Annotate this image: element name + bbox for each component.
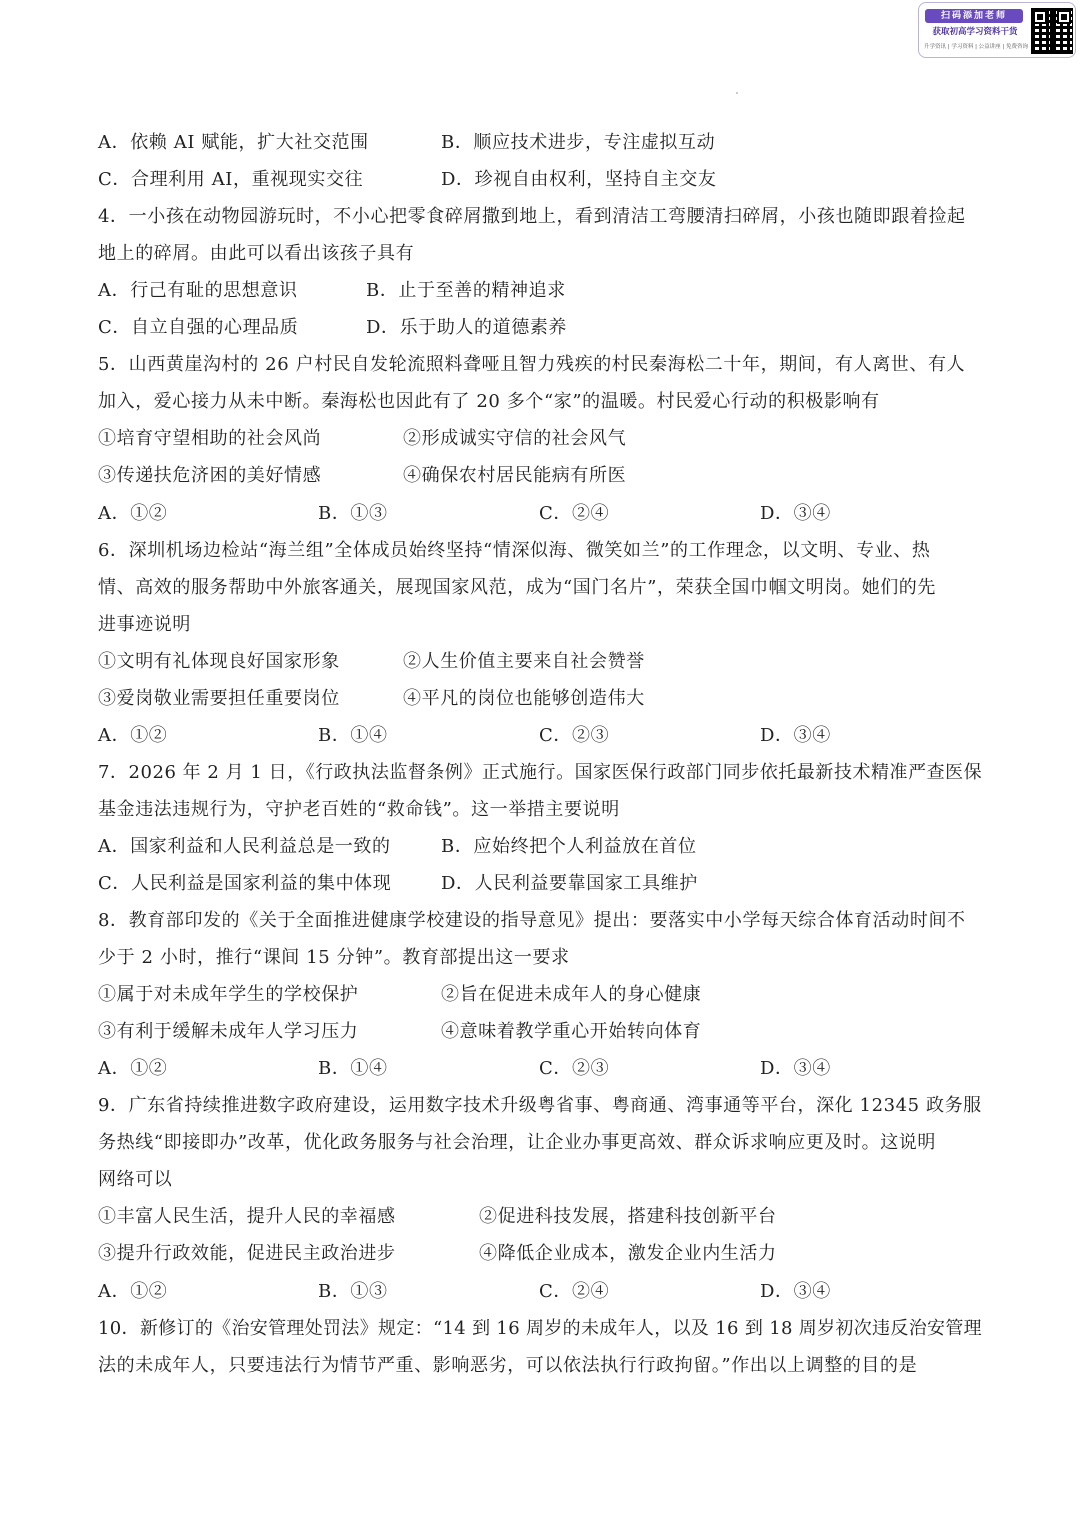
q10-stem-line-2: 法的未成年人，只要违法行为情节严重、影响恶劣，可以依法执行行政拘留。”作出以上调整的目的是 bbox=[98, 1355, 918, 1376]
q4-stem-line-2: 地上的碎屑。由此可以看出该孩子具有 bbox=[98, 243, 415, 264]
q5-item-3: ③传递扶危济困的美好情感 bbox=[98, 465, 322, 486]
q6-stem-line-3: 进事迹说明 bbox=[98, 614, 191, 635]
q4-option-a: A．行己有耻的思想意识 bbox=[98, 280, 298, 301]
q7-option-b: B．应始终把个人利益放在首位 bbox=[441, 836, 697, 857]
q6-item-1: ①文明有礼体现良好国家形象 bbox=[98, 651, 340, 672]
q4-option-b: B．止于至善的精神追求 bbox=[366, 280, 566, 301]
q10-stem-line-1: 10．新修订的《治安管理处罚法》规定：“14 到 16 周岁的未成年人，以及 16 到 18 周岁初次违反治安管理 bbox=[98, 1318, 982, 1339]
q9-stem-line-3: 网络可以 bbox=[98, 1169, 173, 1190]
q9-option-a: A．①② bbox=[98, 1281, 168, 1302]
q9-option-b: B．①③ bbox=[318, 1281, 388, 1302]
q8-item-1: ①属于对未成年学生的学校保护 bbox=[98, 984, 359, 1005]
q3-option-d: D．珍视自由权利，坚持自主交友 bbox=[441, 169, 717, 190]
q6-item-3: ③爱岗敬业需要担任重要岗位 bbox=[98, 688, 340, 709]
q6-option-b: B．①④ bbox=[318, 725, 388, 746]
q8-option-c: C．②③ bbox=[539, 1058, 610, 1079]
q5-item-4: ④确保农村居民能病有所医 bbox=[403, 465, 627, 486]
q8-option-b: B．①④ bbox=[318, 1058, 388, 1079]
q8-item-2: ②旨在促进未成年人的身心健康 bbox=[441, 984, 702, 1005]
q9-stem-line-1: 9．广东省持续推进数字政府建设，运用数字技术升级粤省事、粤商通、湾事通等平台，深化 12345 政务服 bbox=[98, 1095, 982, 1116]
qr-promo-badge[interactable] bbox=[918, 2, 1076, 58]
q8-stem-line-2: 少于 2 小时，推行“课间 15 分钟”。教育部提出这一要求 bbox=[98, 947, 570, 968]
q6-stem-line-2: 情、高效的服务帮助中外旅客通关，展现国家风范，成为“国门名片”，荣获全国巾帼文明岗。她们的先 bbox=[98, 577, 936, 598]
q8-stem-line-1: 8．教育部印发的《关于全面推进健康学校建设的指导意见》提出：要落实中小学每天综合体育活动时间不 bbox=[98, 910, 966, 931]
q9-option-c: C．②④ bbox=[539, 1281, 610, 1302]
q7-stem-line-2: 基金违法违规行为，守护老百姓的“救命钱”。这一举措主要说明 bbox=[98, 799, 620, 820]
q7-stem-line-1: 7．2026 年 2 月 1 日，《行政执法监督条例》正式施行。国家医保行政部门同步依托最新技术精准严查医保 bbox=[98, 762, 983, 783]
q5-stem-line-1: 5．山西黄崖沟村的 26 户村民自发轮流照料聋哑且智力残疾的村民秦海松二十年，期间，有人离世、有人 bbox=[98, 354, 966, 375]
q6-item-4: ④平凡的岗位也能够创造伟大 bbox=[403, 688, 645, 709]
q5-option-a: A．①② bbox=[98, 503, 168, 524]
q6-option-a: A．①② bbox=[98, 725, 168, 746]
q6-option-c: C．②③ bbox=[539, 725, 610, 746]
q5-stem-line-2: 加入，爱心接力从未中断。秦海松也因此有了 20 多个“家”的温暖。村民爱心行动的积极影响有 bbox=[98, 391, 880, 412]
q7-option-a: A．国家利益和人民利益总是一致的 bbox=[98, 836, 391, 857]
q5-option-c: C．②④ bbox=[539, 503, 610, 524]
q5-item-2: ②形成诚实守信的社会风气 bbox=[403, 428, 627, 449]
stray-mark bbox=[736, 92, 738, 94]
q5-item-1: ①培育守望相助的社会风尚 bbox=[98, 428, 322, 449]
q5-option-d: D．③④ bbox=[760, 503, 831, 524]
q9-option-d: D．③④ bbox=[760, 1281, 831, 1302]
q3-option-b: B．顺应技术进步，专注虚拟互动 bbox=[441, 132, 716, 153]
badge-subtitle: 获取初高学习资料干货 bbox=[932, 27, 1018, 37]
q9-stem-line-2: 务热线“即接即办”改革，优化政务服务与社会治理，让企业办事更高效、群众诉求响应更及时。这说明 bbox=[98, 1132, 936, 1153]
q8-item-3: ③有利于缓解未成年人学习压力 bbox=[98, 1021, 359, 1042]
q4-stem-line-1: 4．一小孩在动物园游玩时，不小心把零食碎屑撒到地上，看到清洁工弯腰清扫碎屑，小孩也随即跟着捡起 bbox=[98, 206, 966, 227]
q9-item-4: ④降低企业成本，激发企业内生活力 bbox=[479, 1243, 777, 1264]
q3-option-c: C．合理利用 AI，重视现实交往 bbox=[98, 169, 364, 190]
qr-code-icon[interactable] bbox=[1031, 8, 1073, 54]
q6-stem-line-1: 6．深圳机场边检站“海兰组”全体成员始终坚持“情深似海、微笑如兰”的工作理念，以文明、专业、热 bbox=[98, 540, 931, 561]
q8-option-d: D．③④ bbox=[760, 1058, 831, 1079]
badge-tags: 升学资讯 | 学习资料 | 公益讲座 | 免费咨询 bbox=[923, 44, 1029, 50]
q6-item-2: ②人生价值主要来自社会赞誉 bbox=[403, 651, 645, 672]
q9-item-3: ③提升行政效能，促进民主政治进步 bbox=[98, 1243, 396, 1264]
q9-item-1: ①丰富人民生活，提升人民的幸福感 bbox=[98, 1206, 396, 1227]
q8-item-4: ④意味着教学重心开始转向体育 bbox=[441, 1021, 702, 1042]
q7-option-d: D．人民利益要靠国家工具维护 bbox=[441, 873, 698, 894]
q5-option-b: B．①③ bbox=[318, 503, 388, 524]
q9-item-2: ②促进科技发展，搭建科技创新平台 bbox=[479, 1206, 777, 1227]
q4-option-d: D．乐于助人的道德素养 bbox=[366, 317, 568, 338]
q3-option-a: A．依赖 AI 赋能，扩大社交范围 bbox=[98, 132, 369, 153]
q4-option-c: C．自立自强的心理品质 bbox=[98, 317, 299, 338]
q6-option-d: D．③④ bbox=[760, 725, 831, 746]
q7-option-c: C．人民利益是国家利益的集中体现 bbox=[98, 873, 392, 894]
q8-option-a: A．①② bbox=[98, 1058, 168, 1079]
badge-title: 扫码添加老师 bbox=[925, 9, 1023, 23]
